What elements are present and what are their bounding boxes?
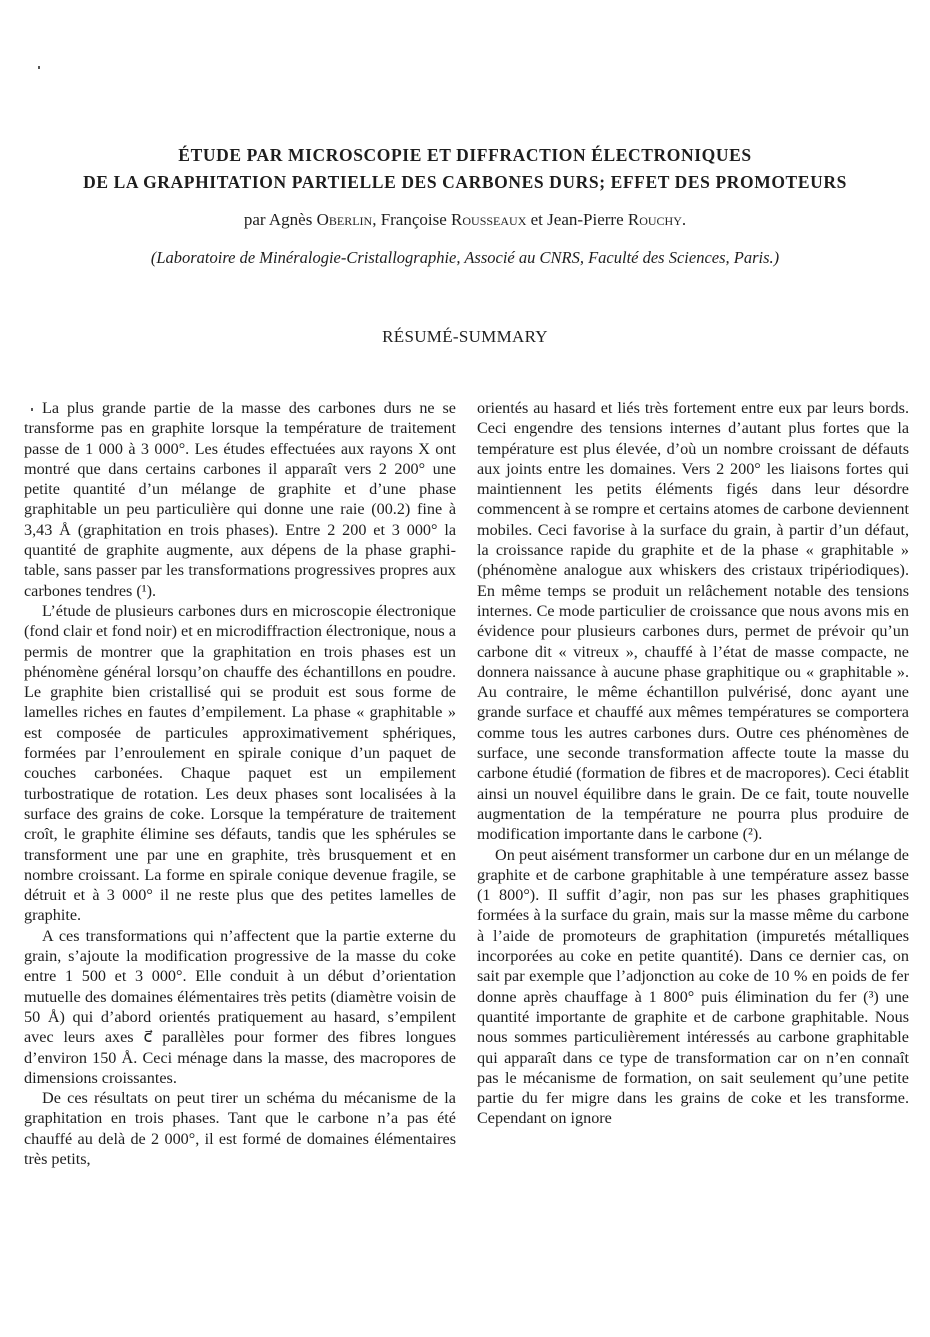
section-heading: RÉSUMÉ-SUMMARY [382, 327, 548, 346]
authors-separator: et Jean-Pierre [526, 210, 628, 229]
author-name: Rousseaux [451, 210, 527, 229]
author-name: Oberlin [316, 210, 373, 229]
authors-separator: , Françoise [372, 210, 452, 229]
affiliation: (Laboratoire de Minéralogie-Cristallographie, Associé au CNRS, Faculté des Sciences, Paris.) [150, 248, 780, 267]
right-column [477, 398, 909, 1129]
left-column [24, 398, 456, 1169]
article-title-line1: ÉTUDE PAR MICROSCOPIE ET DIFFRACTION ÉLECTRONIQUES [178, 145, 752, 165]
paragraph: De ces résultats on peut tirer un schéma du mécanisme de la graphitation en trois phases. Tant que le carbone n’a pas été chauffé au delà de 2 000°, il est formé de domaines élémentaires très petits, [24, 1089, 456, 1168]
authors-suffix: . [681, 210, 687, 229]
paragraph: L’étude de plusieurs carbones durs en microscopie électronique (fond clair et fond noir) et en microdiffraction électronique, nous a permis de montrer que la graphitation en trois phases est un phénomène général lorsqu’on chauffe des échantillons en poudre. Le graphite bien cristallisé qui se produit est sous forme de lamelles riches en fautes d’empilement. La phase « graphitable » est composée de particules approximativement sphériques, formées par l’enroulement en spirale conique d’un paquet de couches carbonées. Chaque paquet est un empilement turbostratique de rotation. Les deux phases sont localisées à la surface des grains de coke. Lorsque la température de traitement croît, le graphite élimine ses défauts, tandis que les sphérules se transforment une par une en graphite, très brusquement et en nombre croissant. La forme en spirale conique devenue fragile, se détruit et à 3 000° il ne reste plus que des petites lamelles de graphite. [24, 601, 456, 925]
authors-prefix: par Agnès [243, 210, 317, 229]
author-name: Rouchy [627, 210, 682, 229]
paragraph: On peut aisément transformer un carbone dur en un mélange de graphite et de carbone graphitable à une température assez basse (1 800°). Il suffit d’agir, non pas sur les phases graphitiques formées à la surface du grain, mais sur la masse même du carbone à l’aide de promoteurs de graphitation (impuretés métalliques incorporées au coke en petite quantité). Dans ce dernier cas, on sait par exemple que l’adjonction au coke de 10 % en poids de fer donne après chauffage à 1 800° puis élimination du fer (³) une quantité importante de graphite et de carbone graphitable. Nous nous sommes particulièrement intéressés au carbone graphitable qui apparaît dans ce type de transformation car on n’en connaît pas le mécanisme de formation, on sait seulement qu’une petite partie du fer migre dans les grains de coke et les transforme. Cependant on ignore [477, 845, 909, 1128]
paragraph: A ces transformations qui n’affectent que la partie externe du grain, s’ajoute la modification progressive de la masse du coke entre 1 500 et 3 000°. Elle conduit à un début d’orientation mutuelle des domaines élémentaires très petits (diamètre voisin de 50 Å) qui d’abord orientés pratiquement au hasard, s’empilent avec leurs axes c⃗ parallèles pour former des fibres longues d’environ 150 Å. Ceci ménage dans la masse, des macropores de dimensions croissantes. [24, 926, 456, 1087]
article-title-line2: DE LA GRAPHITATION PARTIELLE DES CARBONES DURS; EFFET DES PROMOTEURS [83, 172, 847, 192]
author-line [0, 208, 930, 232]
paragraph: orientés au hasard et liés très fortement entre eux par leurs bords. Ceci engendre des tensions internes d’autant plus fortes que la température est plus élevée, d’où un nombre croissant de défauts aux joints entre les domaines. Vers 2 200° les liaisons fortes qui maintiennent les petits éléments figés dans leur désordre commencent à se rompre et certains atomes de carbone deviennent mobiles. Ceci favorise à la surface du grain, à partir d’un défaut, la croissance rapide du graphite et de la phase « graphitable » (phénomène analogue aux whiskers des cristaux tripériodiques). En même temps se produit un relâchement notable des tensions internes. Ce mode particulier de croissance que nous avons mis en évidence pour plusieurs carbones durs, permet de prévoir qu’un carbone dit « vitreux », chauffé à l’état de masse compacte, ne donnera naissance à aucune phase graphitique ou « graphitable ». Au contraire, le même échantillon pulvérisé, donc ayant une grande surface et chauffé aux mêmes températures se comportera comme tous les autres carbones durs. Outre ces phénomènes de surface, une seconde transformation affecte toute la masse du carbone étudié (formation de fibres et de macropores). Ceci établit ainsi un nouvel équilibre dans le grain. De ce fait, toute nouvelle augmentation de la température ne pourra plus produire de modification importante dans le carbone (²). [477, 399, 909, 844]
paragraph: La plus grande partie de la masse des carbones durs ne se transforme pas en graphite lorsque la température de traitement passe de 1 000 à 3 000°. Les études effectuées aux rayons X ont montré que dans certains carbones il apparaît vers 2 200° une petite quantité d’un mélange de graphite et d’une phase graphitable un peu particulière qui donne une raie (00.2) fine à 3,43 Å (graphitation en trois phases). Entre 2 200 et 3 000° la quantité de graphite augmente, aux dépens de la phase graphitable, sans passer par les transformations progressives propres aux carbones tendres (¹). [24, 399, 456, 600]
scan-speck [38, 66, 40, 69]
